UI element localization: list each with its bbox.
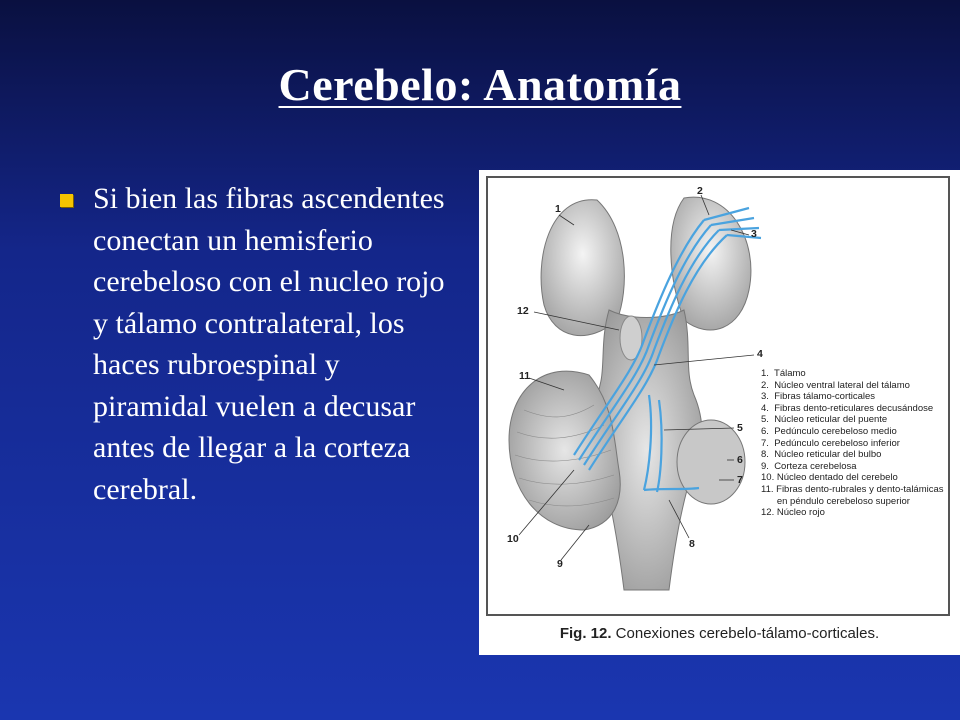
label-11: 11 bbox=[519, 370, 531, 382]
legend-item: 3. Fibras tálamo-corticales bbox=[761, 391, 876, 403]
bullet-text: Si bien las fibras ascendentes conectan un hemisferio cerebeloso con el nucleo rojo y tálamo contralateral, los haces rubroespinal y piramidal vuelen a decusar antes de llegar a la corteza cerebral. bbox=[93, 182, 445, 506]
label-10: 10 bbox=[507, 533, 519, 545]
label-2: 2 bbox=[697, 185, 703, 197]
caption-text: Conexiones cerebelo-tálamo-corticales. bbox=[611, 625, 880, 642]
legend-item: 1. Tálamo bbox=[761, 368, 806, 379]
legend-item: 5. Núcleo reticular del puente bbox=[761, 414, 888, 426]
label-1: 1 bbox=[555, 203, 561, 215]
bullet-square-icon bbox=[60, 194, 73, 207]
legend-item: 6. Pedúnculo cerebeloso medio bbox=[761, 425, 897, 437]
legend-item: 8. Núcleo reticular del bulbo bbox=[761, 449, 882, 461]
label-8: 8 bbox=[689, 538, 695, 550]
bullet-list bbox=[60, 178, 460, 510]
legend-item: 7. Pedúnculo cerebeloso inferior bbox=[761, 437, 900, 449]
figure-legend bbox=[761, 368, 951, 519]
legend-item: 10. Núcleo dentado del cerebelo bbox=[761, 472, 898, 484]
label-7: 7 bbox=[737, 474, 743, 486]
label-4: 4 bbox=[757, 348, 763, 360]
figure-caption bbox=[479, 625, 960, 642]
label-5: 5 bbox=[737, 422, 743, 434]
legend-item: 2. Núcleo ventral lateral del tálamo bbox=[761, 379, 910, 391]
legend-item: 12. Núcleo rojo bbox=[761, 507, 825, 519]
anatomy-figure bbox=[479, 170, 960, 655]
middle-peduncle-shape bbox=[677, 420, 745, 504]
label-6: 6 bbox=[737, 454, 743, 466]
label-9: 9 bbox=[557, 558, 563, 570]
slide-title: Cerebelo: Anatomía bbox=[278, 59, 682, 110]
legend-item: 9. Corteza cerebelosa bbox=[761, 460, 857, 472]
caption-label: Fig. 12. bbox=[559, 625, 612, 642]
legend-item: 4. Fibras dento-reticulares decusándose bbox=[761, 402, 934, 414]
label-3: 3 bbox=[751, 228, 757, 240]
legend-item: 11. Fibras dento-rubrales y dento-talámicas en péndulo cerebeloso superior bbox=[761, 483, 944, 507]
label-12: 12 bbox=[517, 305, 529, 317]
